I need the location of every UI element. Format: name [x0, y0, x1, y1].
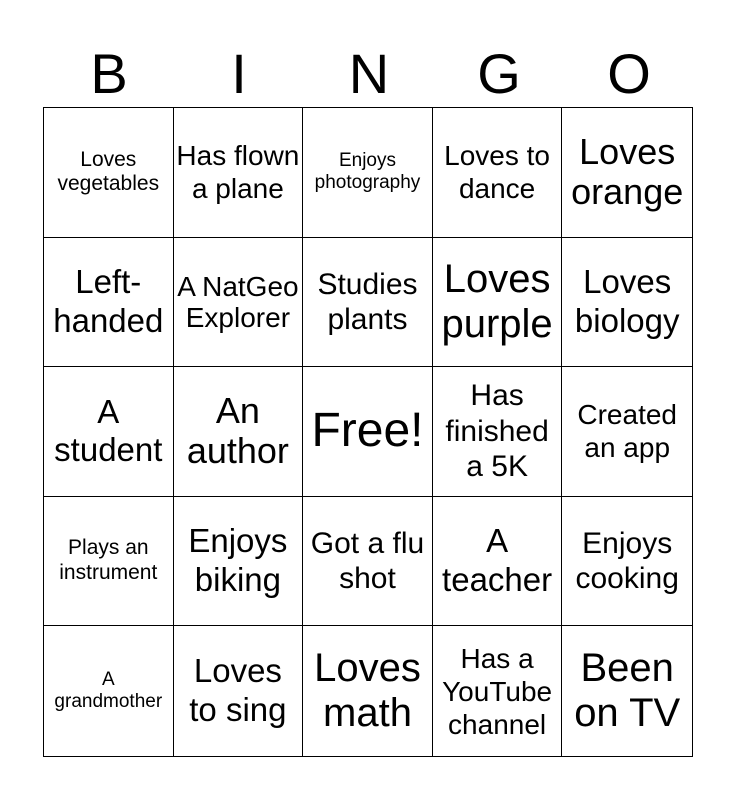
bingo-cell-r5c2[interactable]	[174, 626, 304, 756]
cell-text: Has a YouTube channel	[442, 642, 553, 740]
bingo-cell-r5c3[interactable]	[303, 626, 433, 756]
header-letter-i: I	[231, 42, 247, 105]
cell-text: Enjoys biking	[188, 522, 288, 599]
free-space-text: Free!	[311, 404, 424, 458]
cell-text: A NatGeo Explorer	[177, 270, 299, 333]
cell-text: Loves biology	[574, 262, 680, 339]
bingo-cell-r1c5[interactable]	[562, 108, 692, 238]
cell-text: Been on TV	[574, 646, 681, 736]
bingo-cell-r4c5[interactable]	[562, 497, 692, 627]
bingo-cell-r4c1[interactable]	[44, 497, 174, 627]
bingo-cell-r3c1[interactable]	[44, 367, 174, 497]
cell-text: Loves orange	[571, 130, 684, 213]
bingo-header	[44, 40, 694, 108]
header-letter-b: B	[90, 42, 128, 105]
bingo-cell-r2c5[interactable]	[562, 238, 692, 368]
cell-text: An author	[186, 390, 289, 472]
bingo-cell-r1c1[interactable]	[44, 108, 174, 238]
bingo-cell-r4c3[interactable]	[303, 497, 433, 627]
cell-text: Enjoys photography	[314, 149, 421, 194]
bingo-cell-r2c2[interactable]	[174, 238, 304, 368]
cell-text: A student	[54, 392, 163, 469]
cell-text: Loves vegetables	[57, 147, 160, 196]
cell-text: A grandmother	[54, 668, 163, 713]
cell-text: Loves math	[314, 646, 421, 736]
bingo-cell-r5c4[interactable]	[433, 626, 563, 756]
header-letter-g: G	[477, 42, 521, 105]
bingo-cell-r1c4[interactable]	[433, 108, 563, 238]
header-letter-n: N	[348, 42, 390, 105]
bingo-cell-r3c5[interactable]	[562, 367, 692, 497]
cell-text: Enjoys cooking	[575, 526, 679, 596]
cell-text: A teacher	[442, 522, 553, 599]
bingo-cell-r4c4[interactable]	[433, 497, 563, 627]
bingo-cell-r1c3[interactable]	[303, 108, 433, 238]
bingo-cell-r2c1[interactable]	[44, 238, 174, 368]
bingo-cell-r5c5[interactable]	[562, 626, 692, 756]
cell-text: Created an app	[577, 399, 677, 464]
bingo-cell-r2c3[interactable]	[303, 238, 433, 368]
cell-text: Left-handed	[53, 262, 164, 339]
cell-text: Loves purple	[441, 257, 553, 346]
bingo-cell-r3c2[interactable]	[174, 367, 304, 497]
cell-text: Loves to dance	[444, 140, 551, 205]
bingo-cell-r2c4[interactable]	[433, 238, 563, 368]
cell-text: Has flown a plane	[176, 140, 300, 205]
bingo-cell-r4c2[interactable]	[174, 497, 304, 627]
cell-text: Got a flu shot	[310, 526, 425, 596]
bingo-cell-r1c2[interactable]	[174, 108, 304, 238]
cell-text: Loves to sing	[189, 652, 287, 729]
cell-text: Studies plants	[317, 267, 418, 336]
cell-text: Has finished a 5K	[445, 379, 549, 484]
bingo-cell-r5c1[interactable]	[44, 626, 174, 756]
free-space-cell[interactable]	[303, 367, 433, 497]
header-letter-o: O	[607, 42, 651, 105]
bingo-board	[43, 107, 693, 757]
cell-text: Plays an instrument	[59, 536, 158, 585]
bingo-cell-r3c4[interactable]	[433, 367, 563, 497]
